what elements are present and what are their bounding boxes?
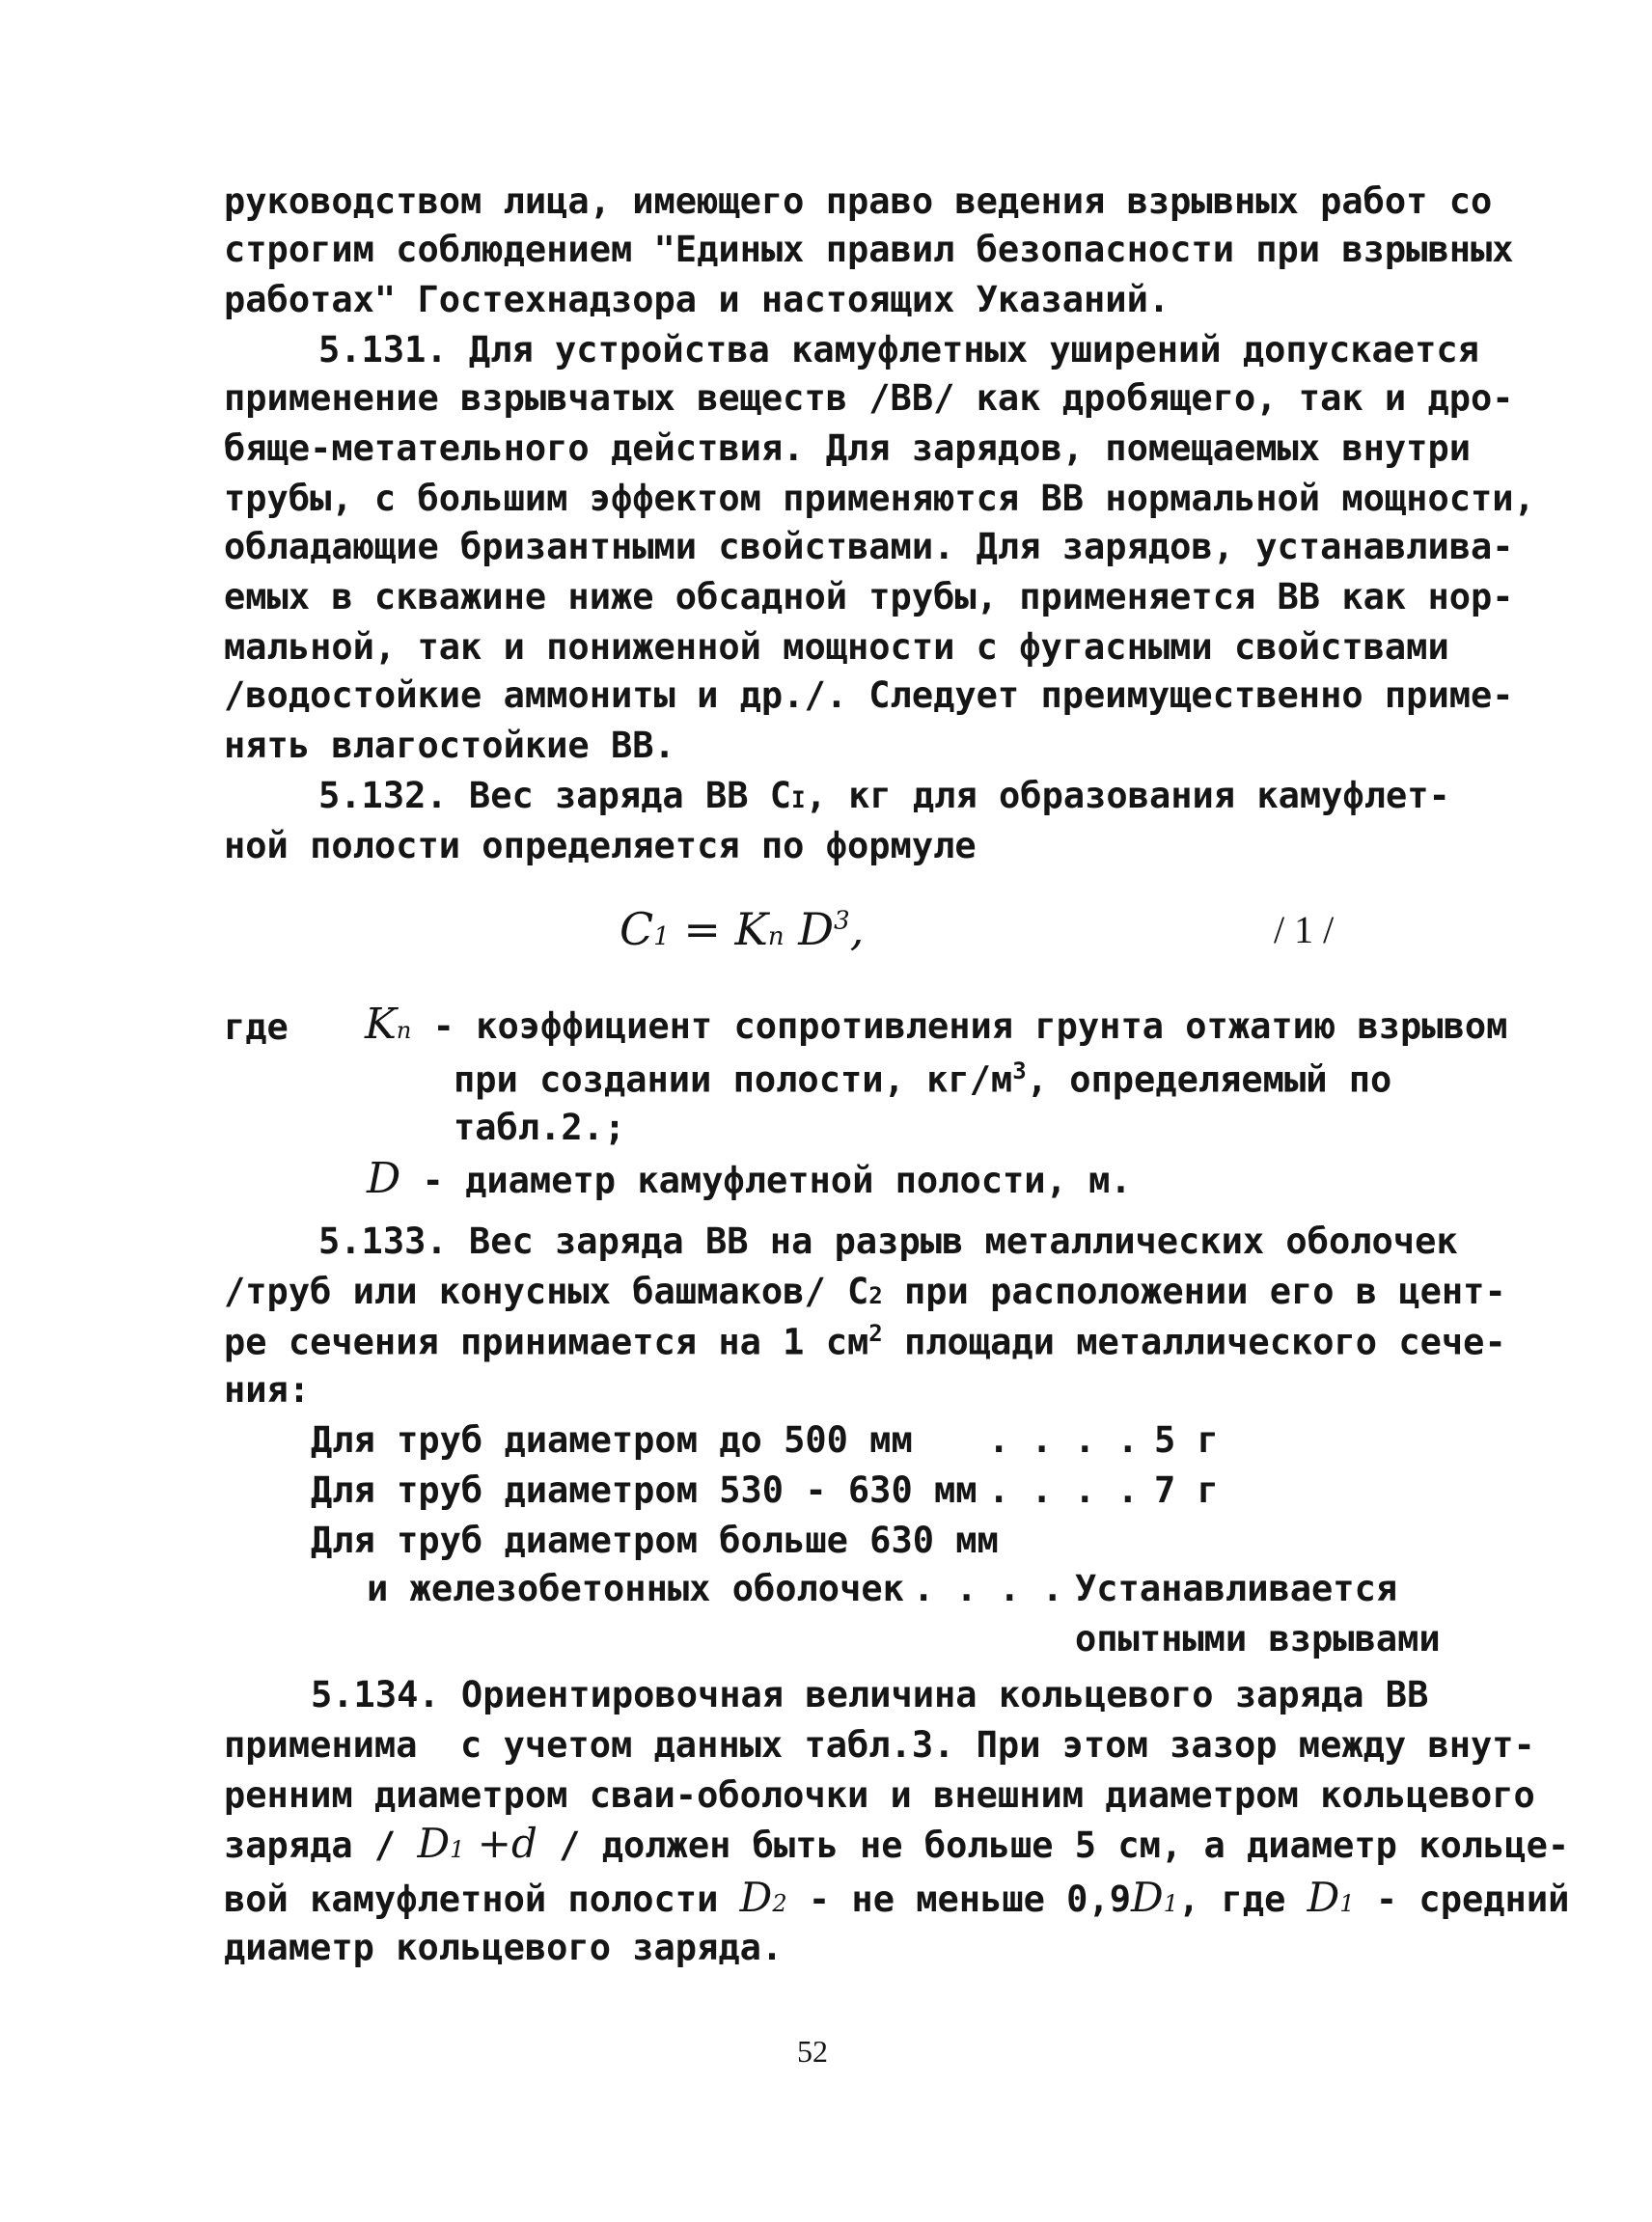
pipe-item-2-value: 7 г — [1154, 1469, 1219, 1511]
intro-line-1: руководством лица, имеющего право ведения взрывных работ со — [224, 180, 1493, 222]
p134-line-4: заряда / D1 +d / должен быть не больше 5 см, а диаметр кольце- — [224, 1820, 1570, 1867]
intro-line-3: работах" Гостехнадзора и настоящих Указаний. — [224, 279, 1170, 320]
where-label: где — [224, 1006, 289, 1048]
p134-line-5: вой камуфлетной полости D2 - не меньше 0,9D1, где D1 - средний — [224, 1874, 1570, 1921]
p132-line-2: ной полости определяется по формуле — [224, 825, 977, 866]
pipe-item-4-label: и железобетонных оболочек — [367, 1568, 904, 1609]
p133-line-3: ре сечения принимается на 1 $см^2$ площади металлического сече- — [224, 1320, 1506, 1363]
page-number: 52 — [797, 2034, 828, 2069]
p134-line-3: ренним диаметром сваи-оболочки и внешним диаметром кольцевого — [224, 1774, 1535, 1816]
p131-line-1: 5.131. Для устройства камуфлетных уширений допускается — [318, 329, 1479, 370]
p131-line-4: трубы, с большим эффектом применяются ВВ нормальной мощности, — [224, 478, 1535, 519]
kp-line-3: табл.2.; — [454, 1107, 626, 1148]
pipe-item-2-dots: . . . . — [988, 1469, 1139, 1511]
pipe-item-1-value: 5 г — [1154, 1419, 1219, 1461]
p131-line-8: /водостойкие аммониты и др./. Следует преимущественно приме- — [224, 674, 1514, 716]
subscript: I — [791, 786, 806, 813]
p132-line-1: 5.132. Вес заряда ВВ CI, кг для образования камуфлет- — [318, 775, 1450, 816]
d-definition: D - диаметр камуфлетной полости, м. — [367, 1154, 1132, 1203]
p133-line-1: 5.133. Вес заряда ВВ на разрыв металлических оболочек — [318, 1221, 1458, 1262]
p131-line-7: мальной, так и пониженной мощности с фугасными свойствами — [224, 626, 1449, 668]
kp-line-2: при создании полости, $кг/м^3$, определяемый по — [454, 1057, 1392, 1101]
pipe-item-3-label: Для труб диаметром больше 630 мм — [311, 1520, 999, 1561]
pipe-item-1-label: Для труб диаметром до 500 мм — [311, 1419, 913, 1461]
pipe-item-4-value-1: Устанавливается — [1075, 1568, 1398, 1609]
pipe-item-4-value-2: опытными взрывами — [1075, 1618, 1441, 1660]
p133-line-2: /труб или конусных башмаков/ C2 при расположении его в цент- — [224, 1271, 1506, 1312]
pipe-item-2-label: Для труб диаметром 530 - 630 мм — [311, 1469, 977, 1511]
p134-line-6: диаметр кольцевого заряда. — [224, 1927, 784, 1968]
pipe-item-1-dots: . . . . — [988, 1419, 1139, 1461]
kp-definition: Kп - коэффициент сопротивления грунта отжатию взрывом — [365, 1000, 1508, 1049]
formula: C1 = Kп $D^3$, — [620, 903, 865, 955]
p131-line-2: применение взрывчатых веществ /ВВ/ как дробящего, так и дро- — [224, 377, 1514, 419]
p131-line-5: обладающие бризантными свойствами. Для зарядов, устанавлива- — [224, 526, 1514, 567]
formula-number: / 1 / — [1274, 908, 1335, 951]
p134-line-1: 5.134. Ориентировочная величина кольцевого заряда ВВ — [311, 1674, 1429, 1715]
pipe-item-4-dots: . . . . — [913, 1568, 1063, 1609]
intro-line-2: строгим соблюдением "Единых правил безопасности при взрывных — [224, 229, 1514, 270]
p131-line-3: бяще-метательного действия. Для зарядов, помещаемых внутри — [224, 427, 1472, 469]
p131-line-9: нять влагостойкие ВВ. — [224, 725, 675, 766]
p134-line-2: применима с учетом данных табл.3. При этом зазор между внут- — [224, 1724, 1535, 1766]
p133-line-4: ния: — [224, 1369, 311, 1411]
p131-line-6: емых в скважине ниже обсадной трубы, применяется ВВ как нор- — [224, 576, 1514, 617]
